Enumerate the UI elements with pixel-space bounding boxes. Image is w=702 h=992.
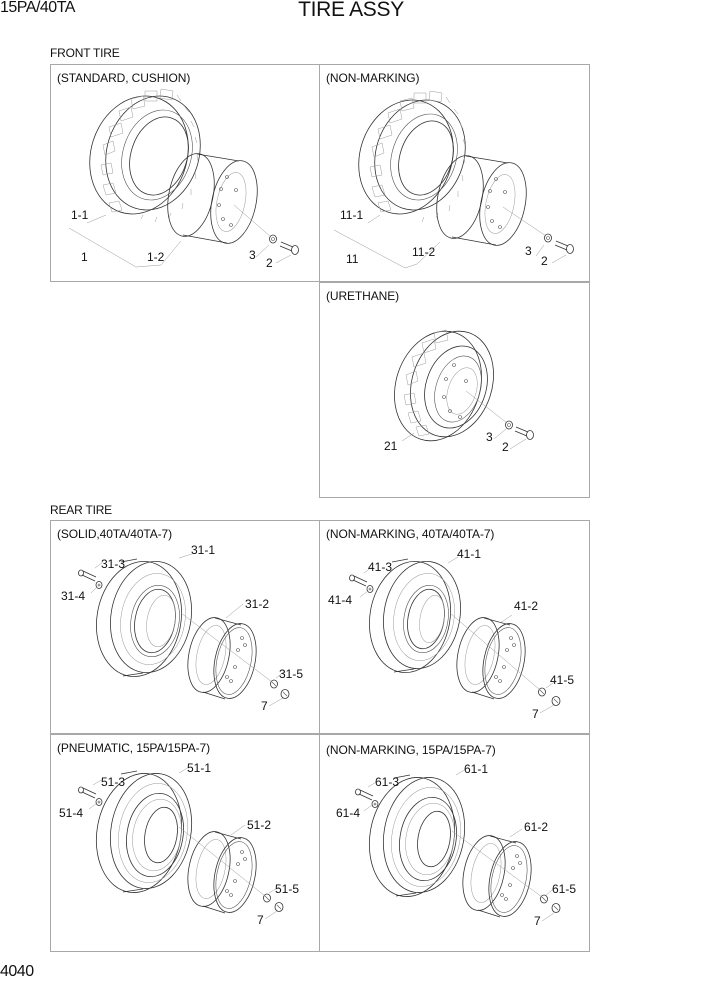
- callout-7: 7: [534, 914, 541, 928]
- callout-51-5: 51-5: [275, 882, 300, 896]
- callout-7: 7: [261, 699, 268, 713]
- washer-icon: [270, 235, 277, 243]
- bolt-icon: [515, 427, 534, 440]
- nut-icon: [539, 688, 546, 696]
- page-title: TIRE ASSY: [298, 0, 404, 21]
- bolt-icon: [79, 570, 97, 581]
- rim-icon: [457, 832, 538, 921]
- panel-caption: (SOLID,40TA/40TA-7): [57, 527, 173, 541]
- bolt-icon: [555, 241, 574, 254]
- washer-icon: [96, 799, 102, 806]
- callout-31-2: 31-2: [245, 597, 270, 611]
- callout-61-4: 61-4: [336, 806, 361, 820]
- panel-urethane: [319, 282, 590, 498]
- callout-41-3: 41-3: [368, 560, 393, 574]
- non-marking-pneumatic-tire-icon: [360, 771, 473, 904]
- cap-nut-icon: [552, 697, 560, 706]
- rim-icon: [182, 828, 263, 917]
- callout-61-2: 61-2: [524, 820, 549, 834]
- tire-assembly-drawing: [51, 735, 321, 953]
- callout-51-1: 51-1: [187, 761, 212, 775]
- bolt-icon: [350, 575, 368, 586]
- nut-icon: [264, 894, 271, 902]
- callout-21: 21: [384, 439, 398, 453]
- section-label-rear-tire: REAR TIRE: [50, 503, 112, 517]
- callout-51-3: 51-3: [101, 775, 126, 789]
- panel-caption: (NON-MARKING): [326, 71, 420, 85]
- callout-31-5: 31-5: [279, 667, 304, 681]
- cushion-tire-icon: [75, 83, 215, 227]
- callout-51-4: 51-4: [59, 806, 84, 820]
- rim-icon: [430, 151, 534, 249]
- panel-caption: (STANDARD, CUSHION): [57, 71, 191, 85]
- callout-2: 2: [266, 256, 273, 270]
- washer-icon: [372, 801, 378, 808]
- panel-standard-cushion: [50, 64, 320, 282]
- callout-31-1: 31-1: [191, 543, 216, 557]
- panel-pneumatic-15pa: [50, 734, 320, 952]
- washer-icon: [367, 586, 373, 593]
- panel-caption: (NON-MARKING, 15PA/15PA-7): [326, 743, 496, 757]
- panel-solid-40ta: [50, 520, 320, 734]
- bolt-icon: [356, 789, 374, 800]
- washer-icon: [545, 234, 552, 242]
- bolt-icon: [79, 787, 97, 798]
- tire-assembly-drawing: [320, 735, 591, 953]
- callout-3: 3: [525, 244, 532, 258]
- callout-7: 7: [257, 913, 264, 927]
- callout-11-1: 11-1: [340, 208, 364, 222]
- callout-61-1: 61-1: [464, 762, 489, 776]
- panel-non-marking-front: [319, 64, 590, 282]
- tire-assembly-drawing: [51, 521, 321, 735]
- callout-61-3: 61-3: [375, 775, 400, 789]
- callout-3: 3: [486, 430, 493, 444]
- tire-assembly-drawing: [320, 65, 591, 283]
- panel-caption: (PNEUMATIC, 15PA/15PA-7): [57, 741, 210, 755]
- rim-icon: [451, 614, 532, 703]
- bolt-icon: [280, 242, 299, 255]
- cap-nut-icon: [552, 904, 560, 913]
- callout-41-4: 41-4: [328, 593, 353, 607]
- callout-1-1: 1-1: [71, 208, 89, 222]
- solid-tire-icon: [88, 555, 201, 684]
- callout-11: 11: [346, 252, 359, 266]
- panel-non-marking-40ta: [319, 520, 590, 734]
- rim-icon: [182, 614, 263, 703]
- callout-51-2: 51-2: [247, 818, 272, 832]
- panel-non-marking-15pa: [319, 734, 590, 952]
- model-code: 15PA/40TA: [0, 0, 75, 16]
- panel-caption: (NON-MARKING, 40TA/40TA-7): [326, 527, 495, 541]
- callout-41-5: 41-5: [550, 673, 575, 687]
- tire-assembly-drawing: [320, 521, 591, 735]
- section-label-front-tire: FRONT TIRE: [50, 46, 120, 60]
- callout-2: 2: [541, 254, 548, 268]
- page-number: 4040: [0, 963, 34, 980]
- nut-icon: [271, 680, 278, 688]
- cap-nut-icon: [275, 903, 283, 912]
- nut-icon: [541, 895, 548, 903]
- callout-41-1: 41-1: [457, 547, 482, 561]
- callout-3: 3: [249, 248, 256, 262]
- callout-11-2: 11-2: [412, 245, 436, 259]
- callout-7: 7: [532, 707, 539, 721]
- panel-caption: (URETHANE): [326, 289, 399, 303]
- washer-icon: [506, 421, 513, 429]
- tire-assembly-drawing: [51, 65, 321, 283]
- tire-assembly-drawing: [320, 283, 591, 499]
- cap-nut-icon: [281, 690, 289, 699]
- callout-31-3: 31-3: [101, 557, 126, 571]
- non-marking-tire-icon: [344, 88, 479, 227]
- callout-41-2: 41-2: [514, 599, 539, 613]
- callout-1: 1: [81, 250, 88, 264]
- callout-1-2: 1-2: [147, 250, 165, 264]
- callout-61-5: 61-5: [552, 882, 577, 896]
- callout-31-4: 31-4: [61, 589, 86, 603]
- callout-2: 2: [502, 440, 509, 454]
